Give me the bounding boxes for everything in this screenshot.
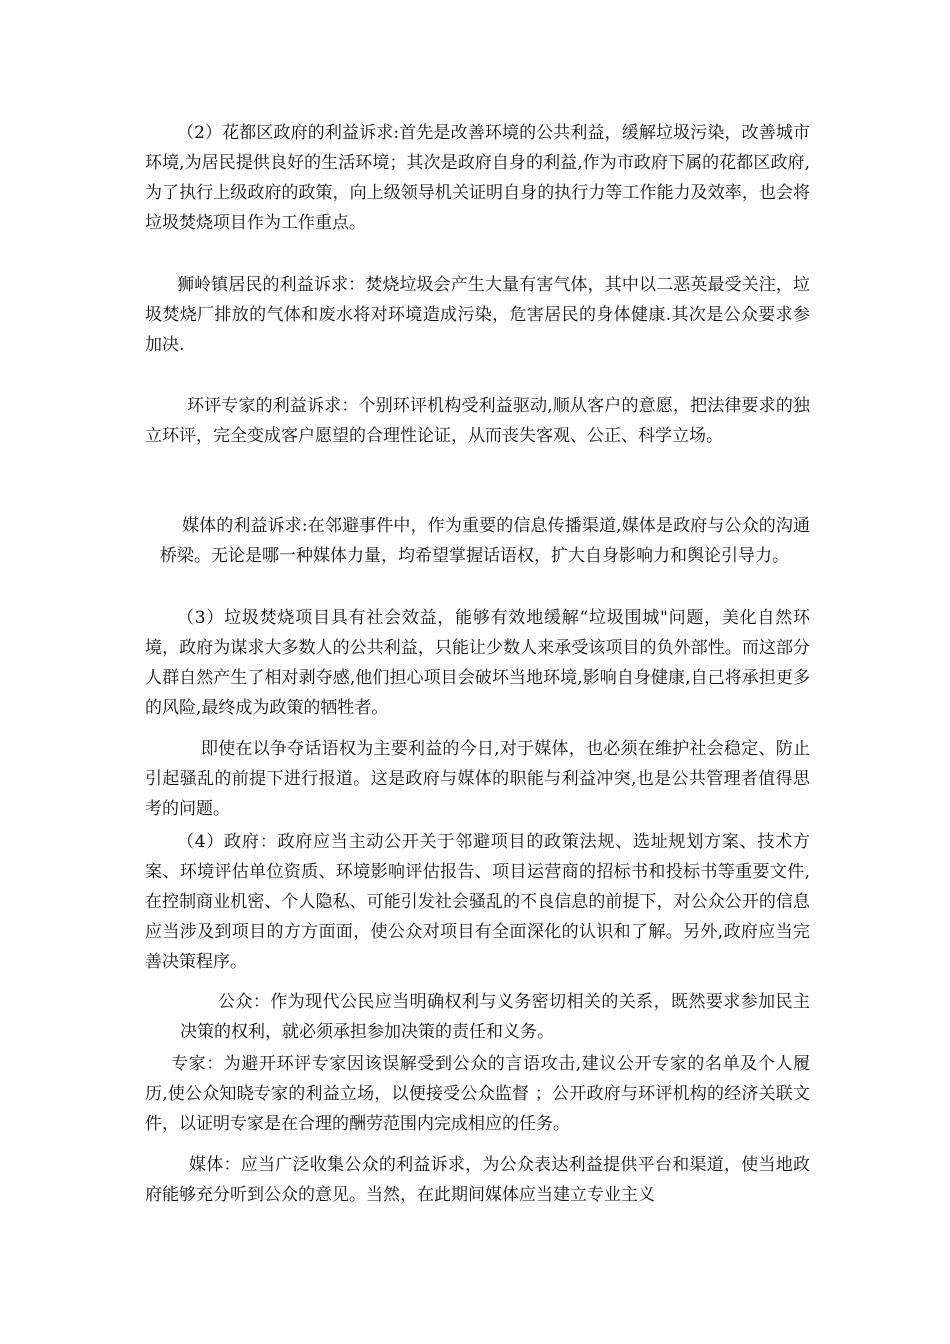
paragraph-public: 公众：作为现代公民应当明确权利与义务密切相关的关系，既然要求参加民主决策的权利，就必须承担参加决策的责任和义务。	[180, 992, 810, 1042]
paragraph-media-role: 媒体：应当广泛收集公众的利益诉求，为公众表达利益提供平台和渠道，使当地政府能够充分听到公众的意见。当然，在此期间媒体应当建立专业主义	[145, 1155, 810, 1205]
paragraph-media-discourse: 即使在以争夺话语权为主要利益的今日,对于媒体，也必须在维护社会稳定、防止引起骚乱的前提下进行报道。这是政府与媒体的职能与利益冲突,也是公共管理者值得思考的问题。	[145, 739, 810, 819]
paragraph-experts: 专家：为避开环评专家因该误解受到公众的言语攻击,建议公开专家的名单及个人履历,使公众知晓专家的利益立场，以便接受公众监督 ；公开政府与环评机构的经济关联文件，以证明专家是在合理的酬劳范围内完成相应的任务。	[145, 1054, 810, 1134]
paragraph-shiling-residents-interest: 狮岭镇居民的利益诉求：焚烧垃圾会产生大量有害气体，其中以二恶英最受关注，垃圾焚烧厂排放的气体和废水将对环境造成污染，危害居民的身体健康.其次是公众要求参加决.	[145, 275, 810, 355]
paragraph-eia-expert-interest: 环评专家的利益诉求：个别环评机构受利益驱动,顺从客户的意愿，把法律要求的独立环评，完全变成客户愿望的合理性论证，从而丧失客观、公正、科学立场。	[145, 396, 810, 446]
paragraph-huadu-government-interest: （2）花都区政府的利益诉求:首先是改善环境的公共利益，缓解垃圾污染，改善城市环境,为居民提供良好的生活环境；其次是政府自身的利益,作为市政府下属的花都区政府,为了执行上级政府的政策，向上级领导机关证明自身的执行力等工作能力及效率，也会将垃圾焚烧项目作为工作重点。	[145, 123, 810, 233]
paragraph-incineration-social-benefit: （3）垃圾焚烧项目具有社会效益，能够有效地缓解“垃圾围城"问题，美化自然环境，政府为谋求大多数人的公共利益，只能让少数人来承受该项目的负外部性。而这部分人群自然产生了相对剥夺感,他们担心项目会破坏当地环境,影响自身健康,自己将承担更多的风险,最终成为政策的牺牲者。	[145, 608, 810, 718]
paragraph-media-interest: 媒体的利益诉求:在邻避事件中，作为重要的信息传播渠道,媒体是政府与公众的沟通桥梁。无论是哪一种媒体力量，均希望掌握话语权，扩大自身影响力和舆论引导力。	[160, 516, 810, 566]
paragraph-government-disclosure: （4）政府：政府应当主动公开关于邻避项目的政策法规、选址规划方案、技术方案、环境评估单位资质、环境影响评估报告、项目运营商的招标书和投标书等重要文件,在控制商业机密、个人隐私、可能引发社会骚乱的不良信息的前提下，对公众公开的信息应当涉及到项目的方方面面，使公众对项目有全面深化的认识和了解。另外,政府应当完善决策程序。	[145, 832, 810, 972]
